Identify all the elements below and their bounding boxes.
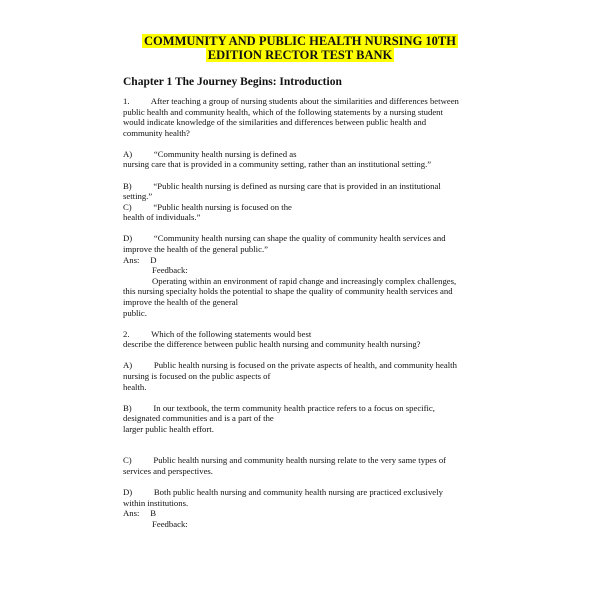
question-2-option-b: [123, 403, 493, 435]
text-line: designated communities and is a part of the: [123, 413, 274, 424]
text-line: would indicate knowledge of the similarities and differences between public health and: [123, 117, 427, 128]
text-line: health.: [123, 381, 147, 392]
text-line: larger public health effort.: [123, 423, 214, 434]
text-line: B) In our textbook, the term community health practice refers to a focus on specific,: [123, 402, 435, 413]
question-2-stem: [123, 329, 493, 350]
text-line: C) Public health nursing and community health nursing relate to the very same types of: [123, 455, 447, 466]
text-line: B) “Public health nursing is defined as nursing care that is provided in an institutional: [123, 180, 441, 191]
text-line: within institutions.: [123, 497, 189, 508]
question-1: [123, 96, 493, 318]
text-line: nursing is focused on the public aspects of: [123, 370, 271, 381]
question-2-option-d: [123, 487, 493, 508]
text-line: public.: [123, 307, 147, 318]
question-1-answer: [123, 255, 493, 276]
text-line: D) Both public health nursing and community health nursing are practiced exclusively: [123, 487, 443, 498]
text-line: services and perspectives.: [123, 466, 213, 477]
text-line: health of individuals.”: [123, 212, 201, 223]
question-1-option-b: [123, 181, 493, 202]
text-line: this nursing specialty holds the potential to shape the quality of community health services and: [123, 286, 453, 297]
document-title: [0, 34, 600, 62]
text-line: 1. After teaching a group of nursing students about the similarities and differences between: [123, 96, 459, 106]
question-1-option-d: [123, 233, 493, 254]
question-2: [123, 329, 493, 530]
question-1-feedback: [123, 276, 493, 318]
text-line: improve the health of the general: [123, 297, 239, 307]
question-2-answer: [123, 508, 493, 529]
chapter-heading: Chapter 1 The Journey Begins: Introduction: [123, 76, 342, 88]
text-line: improve the health of the general public.”: [123, 244, 268, 255]
text-line: public health and community health, which of the following statements by a nursing student: [123, 106, 443, 117]
feedback-label: Feedback:: [152, 518, 188, 529]
text-line: describe the difference between public health nursing and community health nursing?: [123, 339, 421, 350]
question-1-stem: [123, 96, 493, 138]
title-line-2: EDITION RECTOR TEST BANK: [207, 48, 393, 62]
answer-line: Ans: D: [123, 254, 157, 265]
text-line: A) Public health nursing is focused on the private aspects of health, and community health: [123, 360, 457, 371]
title-line-1: COMMUNITY AND PUBLIC HEALTH NURSING 10TH: [144, 34, 456, 48]
question-1-option-c: [123, 202, 493, 223]
question-1-option-a: [123, 149, 493, 170]
text-line: D) “Community health nursing can shape the quality of community health services and: [123, 233, 446, 244]
text-line: nursing care that is provided in a community setting, rather than an institutional setting.”: [123, 159, 432, 170]
question-2-option-a: [123, 360, 493, 392]
text-line: community health?: [123, 127, 190, 138]
feedback-label: Feedback:: [152, 265, 188, 276]
text-line: A) “Community health nursing is defined as: [123, 148, 297, 159]
text-line: setting.”: [123, 191, 153, 202]
answer-line: Ans: B: [123, 508, 157, 519]
question-2-option-c: [123, 455, 493, 476]
text-line: C) “Public health nursing is focused on the: [123, 201, 292, 212]
text-line: 2. Which of the following statements would best: [123, 328, 312, 339]
questions-body: [123, 96, 493, 530]
text-line: Operating within an environment of rapid change and increasingly complex challenges,: [152, 275, 457, 286]
